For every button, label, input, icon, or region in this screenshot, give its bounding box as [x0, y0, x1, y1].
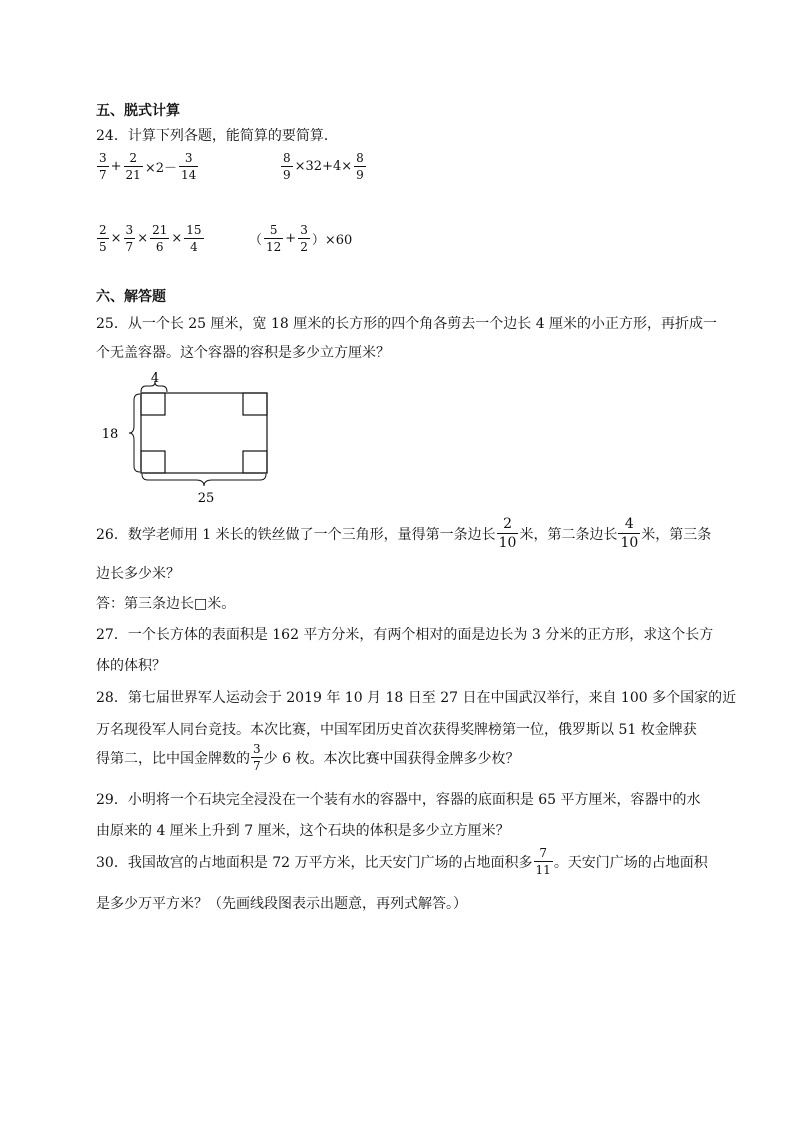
question-27-line-2: 体的体积？ [96, 658, 166, 674]
question-26-answer: 答：第三条边长□米。 [96, 596, 236, 612]
expression-2 [280, 152, 367, 181]
outer-rectangle [141, 393, 267, 473]
corner-square [141, 393, 165, 415]
fraction-numerator: 2 [99, 223, 107, 237]
corner-square [141, 451, 165, 473]
fraction-denominator: 7 [125, 240, 134, 254]
fraction-denominator: 4 [190, 240, 198, 254]
operator: × [110, 231, 122, 246]
question-26-line-2: 边长多少米？ [96, 566, 180, 582]
expression-3 [96, 224, 205, 253]
text-segment: 少 6 枚。本次比赛中国获得金牌多少枚？ [263, 750, 520, 767]
fraction-denominator: 9 [356, 168, 364, 182]
fraction-denominator: 5 [99, 240, 107, 254]
operator: × [171, 231, 183, 246]
operator: ×32+4× [294, 159, 353, 174]
question-26-line-1 [96, 517, 711, 550]
section-six-title: 六、解答题 [96, 289, 166, 305]
text-segment: 米，第三条 [641, 526, 712, 543]
fraction-denominator: 7 [99, 168, 107, 182]
fraction-denominator: 14 [181, 168, 197, 182]
corner-square [243, 393, 267, 415]
question-24-stem: 24．计算下列各题，能简算的要简算． [96, 128, 338, 144]
fraction-denominator: 12 [266, 240, 282, 254]
fraction-numerator: 5 [264, 224, 283, 239]
fraction-numerator: 4 [618, 517, 640, 534]
fraction-numerator: 3 [179, 152, 198, 167]
fraction-denominator: 6 [155, 240, 164, 254]
fraction-numerator: 2 [497, 517, 519, 534]
fraction-numerator: 3 [253, 742, 261, 756]
expression-1 [96, 152, 199, 181]
text-segment: 30．我国故宫的占地面积是 72 万平方米，比天安门广场的占地面积多 [96, 854, 533, 871]
fraction-numerator: 8 [283, 151, 291, 165]
fraction-numerator: 7 [534, 847, 553, 862]
question-30-line-2: 是多少万平方米？（先画线段图表示出题意，再列式解答。） [96, 896, 467, 912]
question-28-line-1: 28．第七届世界军人运动会于 2019 年 10 月 18 日至 27 日在中国武汉举行，来自 100 多个国家的近 [96, 690, 737, 706]
operator: （ [249, 233, 263, 248]
text-segment: 得第二，比中国金牌数的 [96, 750, 250, 767]
corner-square [243, 451, 267, 473]
fraction-denominator: 7 [253, 759, 261, 773]
question-27-line-1: 27．一个长方体的表面积是 162 平方分米，有两个相对的面是边长为 3 分米的正方形，求这个长方 [96, 627, 714, 643]
question-28-line-2: 万名现役军人同台竞技。本次比赛，中国军团历史首次获得奖牌榜第一位，俄罗斯以 51 枚金牌获 [96, 722, 697, 738]
figure-label-left: 18 [101, 427, 119, 442]
section-five-title: 五、脱式计算 [96, 103, 180, 119]
text-segment: 米，第二条边长 [519, 526, 618, 543]
fraction-numerator: 2 [124, 152, 143, 167]
fraction-numerator: 3 [125, 223, 134, 237]
brace-bottom [142, 474, 266, 486]
rectangle-figure [96, 366, 286, 508]
fraction-denominator: 10 [620, 535, 639, 551]
fraction-denominator: 2 [300, 240, 308, 254]
brace-left [129, 394, 140, 472]
fraction-numerator: 15 [186, 223, 202, 237]
expression-4 [248, 224, 353, 253]
fraction-denominator: 21 [125, 168, 141, 182]
fraction-numerator: 8 [356, 151, 364, 165]
question-25-line-1: 25．从一个长 25 厘米，宽 18 厘米的长方形的四个角各剪去一个边长 4 厘米的小正方形，再折成一 [96, 316, 718, 332]
question-30-line-1 [96, 847, 708, 876]
operator: × [137, 231, 149, 246]
text-segment: 。天安门广场的占地面积 [553, 854, 708, 871]
question-29-line-1: 29．小明将一个石块完全浸没在一个装有水的容器中，容器的底面积是 65 平方厘米，容器中的水 [96, 792, 701, 808]
operator: ）×60 [311, 233, 353, 248]
operator: ×2－ [144, 161, 177, 176]
question-28-line-3 [96, 743, 519, 772]
fraction-denominator: 9 [283, 168, 291, 182]
fraction-numerator: 3 [99, 151, 107, 165]
fraction-numerator: 3 [300, 223, 308, 237]
question-25-line-2: 个无盖容器。这个容器的容积是多少立方厘米？ [96, 345, 390, 361]
fraction-numerator: 21 [152, 223, 168, 237]
fraction-denominator: 10 [498, 535, 517, 551]
figure-label-top: 4 [150, 371, 160, 386]
question-29-line-2: 由原来的 4 厘米上升到 7 厘米，这个石块的体积是多少立方厘米？ [96, 823, 510, 839]
operator: + [110, 159, 122, 174]
fraction-denominator: 11 [535, 863, 551, 877]
text-segment: 26．数学老师用 1 米长的铁丝做了一个三角形，量得第一条边长 [96, 526, 496, 543]
figure-label-bottom: 25 [197, 491, 215, 506]
operator: + [285, 231, 297, 246]
